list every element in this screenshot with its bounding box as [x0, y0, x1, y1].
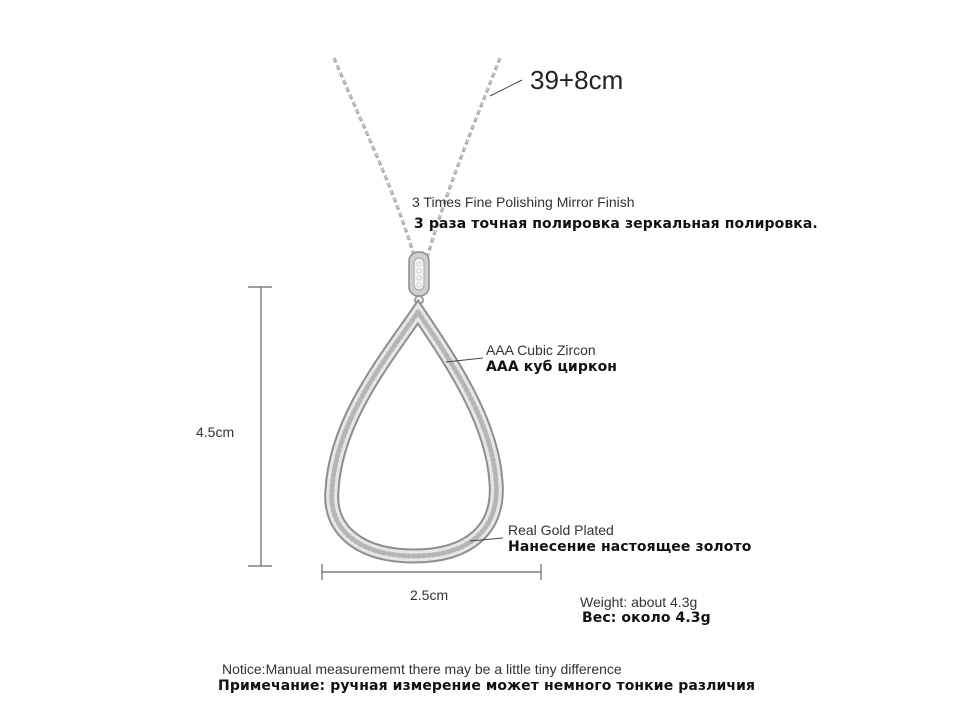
weight-label-ru: Вес: около 4.3g — [582, 610, 711, 626]
pointer-length — [490, 80, 522, 96]
finish-label-en: 3 Times Fine Polishing Mirror Finish — [412, 194, 635, 210]
chain-left — [334, 58, 416, 262]
height-label: 4.5cm — [196, 424, 235, 440]
notice-en: Notice:Manual measurememt there may be a little tiny difference — [222, 661, 622, 677]
height-dimension — [248, 287, 272, 566]
width-dimension — [322, 564, 541, 580]
stones-label-ru: AAA куб циркон — [486, 359, 618, 375]
width-label: 2.5cm — [410, 587, 449, 603]
chain-length-label: 39+8cm — [530, 65, 624, 95]
plating-label-ru: Нанесение настоящее золото — [508, 539, 752, 555]
teardrop-pendant — [332, 312, 497, 556]
pendant-bail — [409, 252, 429, 304]
notice-ru: Примечание: ручная измерение может немного тонкие различия — [218, 678, 756, 694]
stones-label-en: AAA Cubic Zircon — [486, 342, 596, 358]
weight-label-en: Weight: about 4.3g — [580, 594, 698, 610]
finish-label-ru: 3 раза точная полировка зеркальная полировка. — [414, 216, 818, 232]
plating-label-en: Real Gold Plated — [508, 522, 614, 538]
